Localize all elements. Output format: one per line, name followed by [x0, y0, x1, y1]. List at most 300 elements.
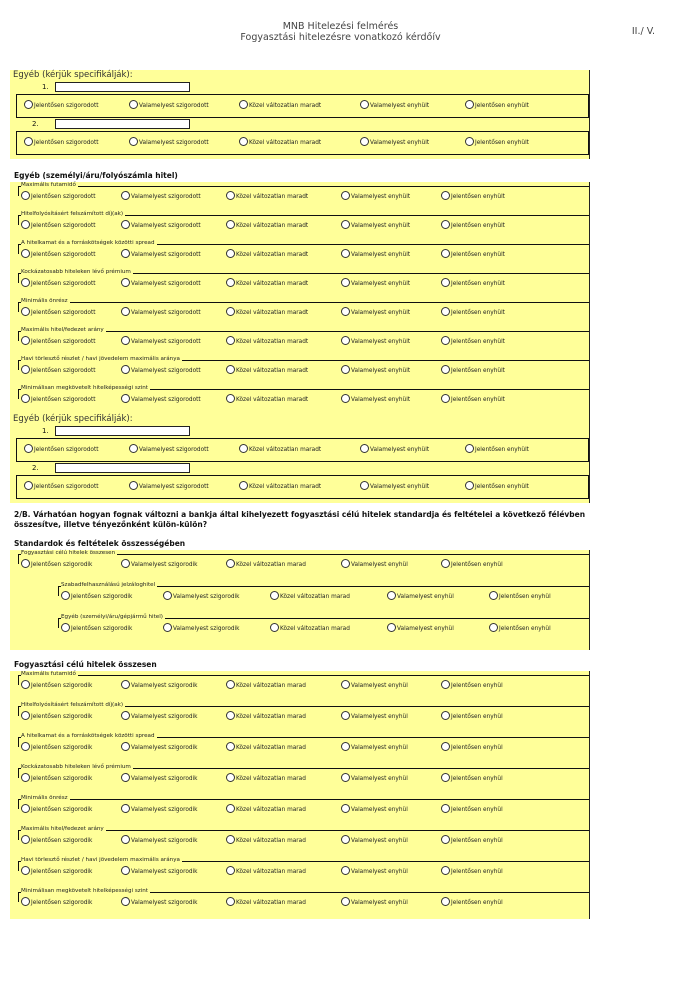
radio-option[interactable] [489, 592, 551, 602]
factor-label: Szabadfelhasználású jelzáloghitel [61, 582, 156, 588]
radio-option[interactable] [441, 192, 505, 202]
other-options-box [10, 475, 589, 499]
radio-option[interactable] [441, 898, 503, 908]
radio-button-icon[interactable] [21, 835, 30, 844]
radio-option[interactable] [21, 366, 96, 376]
header-title: MNB Hitelezési felmérés [282, 21, 399, 32]
radio-option[interactable] [441, 279, 505, 289]
radio-option[interactable] [489, 624, 551, 634]
radio-option-label: Jelentősen szigorodott [34, 140, 99, 146]
radio-option[interactable] [360, 101, 429, 111]
radio-button-icon[interactable] [441, 773, 450, 782]
other-specify-row [10, 118, 589, 131]
radio-button-icon[interactable] [121, 336, 130, 345]
radio-button-icon[interactable] [341, 365, 350, 374]
radio-button-icon[interactable] [226, 897, 235, 906]
radio-option[interactable] [360, 445, 429, 455]
radio-option-label: Közel változatlan marad [236, 562, 306, 568]
radio-option[interactable] [21, 836, 92, 846]
radio-button-icon[interactable] [21, 804, 30, 813]
radio-button-icon[interactable] [441, 394, 450, 403]
radio-button-icon[interactable] [129, 100, 138, 109]
radio-button-icon[interactable] [239, 100, 248, 109]
radio-button-icon[interactable] [24, 481, 33, 490]
radio-button-icon[interactable] [341, 835, 350, 844]
radio-button-icon[interactable] [360, 481, 369, 490]
radio-button-icon[interactable] [441, 897, 450, 906]
radio-option[interactable] [226, 395, 308, 405]
radio-option[interactable] [24, 482, 99, 492]
radio-option-label: Valamelyest szigorodik [131, 776, 198, 782]
group-bracket [18, 360, 19, 370]
radio-option[interactable] [226, 192, 308, 202]
radio-option[interactable] [341, 805, 408, 815]
box-border [16, 94, 17, 118]
radio-option-label: Jelentősen enyhült [451, 252, 505, 258]
radio-option[interactable] [360, 482, 429, 492]
radio-option[interactable] [121, 308, 201, 318]
radio-button-icon[interactable] [21, 249, 30, 258]
factor-label: Kockázatosabb hiteleken lévő prémium [21, 269, 131, 275]
radio-option[interactable] [341, 308, 410, 318]
radio-button-icon[interactable] [21, 742, 30, 751]
radio-button-icon[interactable] [341, 336, 350, 345]
box-border [588, 475, 589, 499]
radio-option[interactable] [441, 743, 503, 753]
radio-option[interactable] [21, 337, 96, 347]
radio-option[interactable] [21, 712, 92, 722]
radio-button-icon[interactable] [121, 680, 130, 689]
radio-option-label: Jelentősen enyhül [499, 626, 551, 632]
radio-option-label: Jelentősen enyhült [451, 223, 505, 229]
radio-option[interactable] [226, 250, 308, 260]
radio-button-icon[interactable] [226, 773, 235, 782]
radio-option-label: Valamelyest szigorodott [139, 484, 209, 490]
radio-option[interactable] [441, 308, 505, 318]
radio-button-icon[interactable] [270, 591, 279, 600]
radio-option[interactable] [129, 445, 209, 455]
radio-option[interactable] [341, 774, 408, 784]
radio-option-label: Közel változatlan maradt [236, 194, 309, 200]
radio-option[interactable] [226, 221, 308, 231]
radio-button-icon[interactable] [441, 804, 450, 813]
radio-option[interactable] [465, 445, 529, 455]
radio-option[interactable] [341, 221, 410, 231]
radio-button-icon[interactable] [441, 680, 450, 689]
radio-button-icon[interactable] [465, 137, 474, 146]
radio-button-icon[interactable] [21, 711, 30, 720]
radio-option[interactable] [121, 867, 198, 877]
radio-button-icon[interactable] [121, 773, 130, 782]
radio-button-icon[interactable] [465, 481, 474, 490]
box-border [16, 94, 589, 95]
radio-button-icon[interactable] [226, 559, 235, 568]
radio-button-icon[interactable] [21, 307, 30, 316]
radio-option[interactable] [129, 101, 209, 111]
radio-option[interactable] [387, 624, 454, 634]
radio-option[interactable] [21, 250, 96, 260]
radio-option-label: Jelentősen enyhült [451, 397, 505, 403]
radio-option[interactable] [341, 867, 408, 877]
radio-option[interactable] [226, 337, 308, 347]
radio-option[interactable] [121, 395, 201, 405]
radio-option-label: Valamelyest szigorodott [131, 252, 201, 258]
radio-option-label: Közel változatlan marad [236, 745, 306, 751]
factor-label: Kockázatosabb hiteleken lévő prémium [21, 764, 131, 770]
radio-button-icon[interactable] [21, 220, 30, 229]
radio-option[interactable] [226, 279, 308, 289]
radio-button-icon[interactable] [226, 804, 235, 813]
radio-button-icon[interactable] [360, 137, 369, 146]
radio-option[interactable] [61, 592, 132, 602]
radio-option-label: Jelentősen enyhül [499, 594, 551, 600]
radio-option[interactable] [441, 805, 503, 815]
factor-group [10, 356, 589, 385]
radio-button-icon[interactable] [21, 191, 30, 200]
radio-option[interactable] [226, 898, 306, 908]
factor-group [10, 298, 589, 327]
radio-option-label: Közel változatlan marad [236, 683, 306, 689]
radio-button-icon[interactable] [129, 481, 138, 490]
radio-button-icon[interactable] [121, 866, 130, 875]
radio-option-label: Valamelyest szigorodott [131, 194, 201, 200]
radio-button-icon[interactable] [226, 835, 235, 844]
radio-option[interactable] [239, 138, 321, 148]
radio-option[interactable] [270, 624, 350, 634]
radio-option[interactable] [341, 192, 410, 202]
factor-label: Fogyasztási célú hitelek összesen [21, 550, 116, 556]
factor-group [10, 733, 589, 764]
radio-button-icon[interactable] [24, 100, 33, 109]
radio-option-label: Valamelyest szigorodik [131, 714, 198, 720]
radio-option[interactable] [21, 192, 96, 202]
radio-button-icon[interactable] [21, 866, 30, 875]
radio-option[interactable] [61, 624, 132, 634]
radio-button-icon[interactable] [121, 191, 130, 200]
radio-option[interactable] [226, 836, 306, 846]
radio-option[interactable] [21, 221, 96, 231]
radio-button-icon[interactable] [21, 365, 30, 374]
radio-button-icon[interactable] [226, 866, 235, 875]
radio-button-icon[interactable] [441, 249, 450, 258]
radio-button-icon[interactable] [226, 365, 235, 374]
radio-button-icon[interactable] [341, 278, 350, 287]
radio-option[interactable] [441, 250, 505, 260]
radio-button-icon[interactable] [121, 897, 130, 906]
radio-option[interactable] [341, 395, 410, 405]
radio-button-icon[interactable] [121, 804, 130, 813]
box-border [16, 131, 589, 132]
radio-option-label: Jelentősen szigorodott [31, 281, 96, 287]
radio-button-icon[interactable] [239, 444, 248, 453]
radio-button-icon[interactable] [441, 866, 450, 875]
radio-option[interactable] [226, 805, 306, 815]
other-specify-input[interactable] [55, 463, 190, 473]
radio-option[interactable] [341, 681, 408, 691]
radio-button-icon[interactable] [226, 249, 235, 258]
radio-option[interactable] [121, 221, 201, 231]
radio-button-icon[interactable] [441, 559, 450, 568]
radio-option[interactable] [441, 681, 503, 691]
radio-option[interactable] [121, 279, 201, 289]
header-subtitle: Fogyasztási hitelezésre vonatkozó kérdőív [240, 32, 441, 43]
radio-option[interactable] [341, 560, 408, 570]
radio-option[interactable] [24, 445, 99, 455]
radio-button-icon[interactable] [489, 623, 498, 632]
radio-button-icon[interactable] [465, 100, 474, 109]
radio-button-icon[interactable] [226, 220, 235, 229]
radio-option[interactable] [121, 898, 198, 908]
radio-option-label: Valamelyest szigorodik [131, 562, 198, 568]
radio-button-icon[interactable] [24, 444, 33, 453]
radio-button-icon[interactable] [121, 394, 130, 403]
radio-button-icon[interactable] [441, 711, 450, 720]
radio-option[interactable] [441, 395, 505, 405]
radio-option[interactable] [226, 743, 306, 753]
other-specify-input[interactable] [55, 82, 190, 92]
radio-button-icon[interactable] [239, 481, 248, 490]
box-border [16, 438, 17, 462]
radio-button-icon[interactable] [341, 394, 350, 403]
radio-button-icon[interactable] [226, 680, 235, 689]
radio-button-icon[interactable] [121, 742, 130, 751]
radio-option-label: Valamelyest szigorodott [131, 397, 201, 403]
radio-button-icon[interactable] [341, 307, 350, 316]
radio-option-label: Valamelyest enyhült [351, 281, 411, 287]
radio-button-icon[interactable] [341, 742, 350, 751]
radio-button-icon[interactable] [163, 623, 172, 632]
radio-option-label: Valamelyest szigorodott [139, 103, 209, 109]
radio-option[interactable] [121, 337, 201, 347]
radio-button-icon[interactable] [121, 220, 130, 229]
radio-option[interactable] [21, 279, 96, 289]
radio-button-icon[interactable] [441, 336, 450, 345]
radio-button-icon[interactable] [121, 835, 130, 844]
radio-button-icon[interactable] [226, 336, 235, 345]
radio-button-icon[interactable] [341, 559, 350, 568]
radio-option[interactable] [441, 712, 503, 722]
radio-button-icon[interactable] [121, 365, 130, 374]
radio-option[interactable] [226, 560, 306, 570]
group-bracket [58, 586, 59, 596]
radio-button-icon[interactable] [226, 307, 235, 316]
radio-option[interactable] [360, 138, 429, 148]
radio-option[interactable] [121, 836, 198, 846]
radio-option[interactable] [226, 712, 306, 722]
radio-option[interactable] [441, 774, 503, 784]
radio-option[interactable] [163, 592, 240, 602]
group-bracket [18, 273, 19, 283]
radio-option[interactable] [121, 560, 198, 570]
radio-option-label: Jelentősen enyhül [451, 900, 503, 906]
radio-option[interactable] [129, 482, 209, 492]
radio-button-icon[interactable] [441, 365, 450, 374]
radio-option[interactable] [121, 250, 201, 260]
radio-button-icon[interactable] [441, 191, 450, 200]
factor-label: A hitelkamat és a forráskötségek közötti spread [21, 240, 155, 246]
radio-button-icon[interactable] [21, 394, 30, 403]
radio-option[interactable] [441, 560, 503, 570]
radio-option-label: Valamelyest szigorodik [131, 838, 198, 844]
radio-option-label: Valamelyest enyhül [351, 869, 408, 875]
group-bracket [18, 675, 19, 685]
radio-option[interactable] [226, 774, 306, 784]
radio-button-icon[interactable] [441, 835, 450, 844]
radio-option-label: Valamelyest szigorodott [139, 140, 209, 146]
radio-option[interactable] [441, 366, 505, 376]
radio-option[interactable] [465, 482, 529, 492]
radio-button-icon[interactable] [129, 444, 138, 453]
radio-option-label: Valamelyest szigorodott [131, 368, 201, 374]
radio-option[interactable] [341, 836, 408, 846]
radio-option-label: Közel változatlan marad [236, 776, 306, 782]
radio-button-icon[interactable] [341, 220, 350, 229]
radio-option[interactable] [121, 192, 201, 202]
radio-option[interactable] [226, 681, 306, 691]
radio-option[interactable] [226, 366, 308, 376]
radio-button-icon[interactable] [489, 591, 498, 600]
radio-button-icon[interactable] [341, 897, 350, 906]
radio-button-icon[interactable] [61, 623, 70, 632]
radio-option[interactable] [21, 560, 92, 570]
radio-button-icon[interactable] [121, 307, 130, 316]
radio-option[interactable] [441, 337, 505, 347]
radio-button-icon[interactable] [226, 711, 235, 720]
radio-option[interactable] [121, 774, 198, 784]
radio-option[interactable] [21, 743, 92, 753]
radio-button-icon[interactable] [341, 191, 350, 200]
radio-button-icon[interactable] [226, 278, 235, 287]
radio-button-icon[interactable] [441, 307, 450, 316]
radio-option[interactable] [441, 867, 503, 877]
radio-button-icon[interactable] [387, 623, 396, 632]
radio-button-icon[interactable] [226, 191, 235, 200]
question-2b: 2/B. Várhatóan hogyan fognak változni a bankja által kihelyezett fogyasztási célú hitelek standardja és feltételei a következő félévben összesítve, illetve tényezőnként külön-külön? [10, 503, 590, 537]
radio-option-label: Jelentősen szigorodik [31, 900, 93, 906]
radio-button-icon[interactable] [360, 100, 369, 109]
radio-button-icon[interactable] [21, 278, 30, 287]
radio-option[interactable] [21, 308, 96, 318]
radio-option[interactable] [21, 805, 92, 815]
radio-option[interactable] [239, 101, 321, 111]
radio-option-label: Jelentősen enyhül [451, 807, 503, 813]
radio-option-label: Jelentősen enyhül [451, 562, 503, 568]
radio-button-icon[interactable] [21, 559, 30, 568]
radio-button-icon[interactable] [21, 773, 30, 782]
radio-option[interactable] [24, 101, 99, 111]
radio-button-icon[interactable] [441, 742, 450, 751]
radio-option-label: Jelentősen szigorodik [31, 838, 93, 844]
radio-option[interactable] [24, 138, 99, 148]
radio-option-label: Jelentősen enyhül [451, 838, 503, 844]
radio-button-icon[interactable] [341, 249, 350, 258]
radio-option[interactable] [226, 867, 306, 877]
radio-button-icon[interactable] [129, 137, 138, 146]
radio-option[interactable] [226, 308, 308, 318]
radio-option[interactable] [121, 366, 201, 376]
radio-option[interactable] [239, 482, 321, 492]
radio-option[interactable] [465, 138, 529, 148]
group-bracket [18, 302, 19, 312]
radio-button-icon[interactable] [360, 444, 369, 453]
radio-option[interactable] [121, 805, 198, 815]
other-specify-input[interactable] [55, 426, 190, 436]
radio-option[interactable] [341, 366, 410, 376]
radio-button-icon[interactable] [21, 897, 30, 906]
radio-button-icon[interactable] [121, 559, 130, 568]
radio-button-icon[interactable] [121, 278, 130, 287]
radio-option[interactable] [21, 867, 92, 877]
radio-option[interactable] [441, 221, 505, 231]
radio-option[interactable] [121, 681, 198, 691]
radio-button-icon[interactable] [24, 137, 33, 146]
radio-option[interactable] [21, 898, 92, 908]
radio-option[interactable] [239, 445, 321, 455]
radio-button-icon[interactable] [341, 773, 350, 782]
radio-option[interactable] [21, 681, 92, 691]
radio-button-icon[interactable] [21, 680, 30, 689]
radio-option-label: Valamelyest enyhül [397, 594, 454, 600]
radio-option[interactable] [441, 836, 503, 846]
radio-option[interactable] [465, 101, 529, 111]
radio-button-icon[interactable] [270, 623, 279, 632]
radio-option-label: Jelentősen szigorodik [71, 594, 133, 600]
radio-button-icon[interactable] [341, 711, 350, 720]
radio-button-icon[interactable] [341, 804, 350, 813]
factor-group [10, 826, 589, 857]
radio-option[interactable] [341, 712, 408, 722]
radio-option-label: Jelentősen enyhült [451, 281, 505, 287]
radio-button-icon[interactable] [121, 711, 130, 720]
factor-label: Havi törlesztő részlet / havi jövedelem maximális aránya [21, 857, 180, 863]
radio-button-icon[interactable] [465, 444, 474, 453]
radio-button-icon[interactable] [226, 394, 235, 403]
radio-button-icon[interactable] [226, 742, 235, 751]
radio-option-label: Közel változatlan marad [236, 900, 306, 906]
radio-button-icon[interactable] [163, 591, 172, 600]
radio-button-icon[interactable] [21, 336, 30, 345]
factor-group [10, 269, 589, 298]
radio-option[interactable] [163, 624, 240, 634]
radio-button-icon[interactable] [441, 220, 450, 229]
radio-option[interactable] [341, 743, 408, 753]
radio-option[interactable] [341, 279, 410, 289]
radio-button-icon[interactable] [121, 249, 130, 258]
radio-button-icon[interactable] [441, 278, 450, 287]
radio-option[interactable] [21, 395, 96, 405]
radio-option-label: Jelentősen enyhült [475, 103, 529, 109]
radio-option[interactable] [341, 250, 410, 260]
radio-button-icon[interactable] [387, 591, 396, 600]
other-specify-input[interactable] [55, 119, 190, 129]
factor-label: Hitelfolyósításért felszámított díj(ak) [21, 702, 124, 708]
radio-button-icon[interactable] [341, 680, 350, 689]
radio-option-label: Jelentősen enyhül [451, 714, 503, 720]
radio-option[interactable] [21, 774, 92, 784]
radio-option[interactable] [121, 712, 198, 722]
radio-button-icon[interactable] [239, 137, 248, 146]
radio-option[interactable] [129, 138, 209, 148]
radio-button-icon[interactable] [61, 591, 70, 600]
radio-button-icon[interactable] [341, 866, 350, 875]
radio-option[interactable] [341, 898, 408, 908]
radio-option[interactable] [270, 592, 350, 602]
radio-option[interactable] [341, 337, 410, 347]
radio-option[interactable] [121, 743, 198, 753]
other-block-top [10, 70, 590, 159]
radio-option[interactable] [387, 592, 454, 602]
radio-option-label: Közel változatlan maradt [236, 368, 309, 374]
